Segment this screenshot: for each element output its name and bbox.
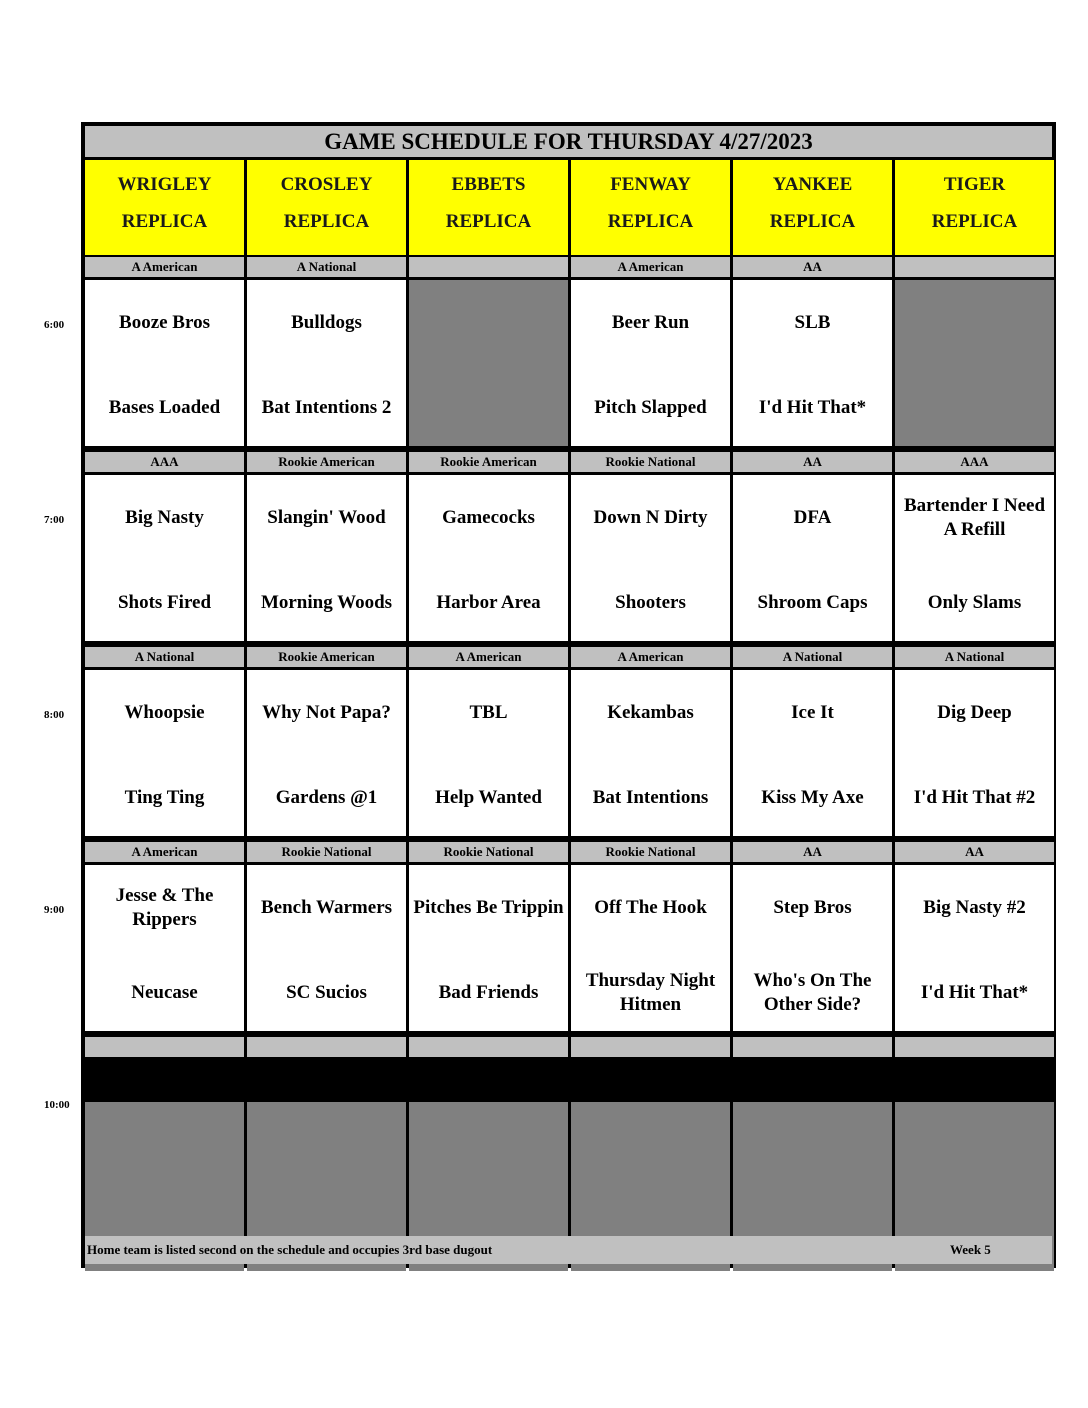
home-team: Bases Loaded — [108, 397, 221, 418]
game-cell — [733, 475, 892, 641]
game-cell — [247, 865, 406, 1031]
time-label-7: 7:00 — [44, 514, 65, 526]
division-label: A National — [247, 257, 406, 277]
empty-slot — [895, 280, 1054, 446]
field-name: TIGER — [943, 174, 1006, 195]
division-label — [733, 1037, 892, 1057]
game-cell — [571, 475, 730, 641]
division-label — [571, 1037, 730, 1057]
away-team: Kekambas — [607, 702, 694, 723]
division-label — [895, 257, 1054, 277]
division-label: Rookie American — [409, 452, 568, 472]
time-label-6: 6:00 — [44, 319, 65, 331]
division-label: AAA — [85, 452, 244, 472]
home-team: Bad Friends — [438, 982, 539, 1003]
away-team: SLB — [794, 312, 831, 333]
division-label — [409, 257, 568, 277]
field-name: YANKEE — [772, 174, 853, 195]
game-cell — [895, 475, 1054, 641]
game-cell — [733, 670, 892, 836]
home-team: I'd Hit That* — [758, 397, 867, 418]
home-team: Neucase — [131, 982, 198, 1003]
game-cell — [85, 865, 244, 1031]
home-team: Bat Intentions — [592, 787, 709, 808]
game-cell — [895, 670, 1054, 836]
away-team: Pitches Be Trippin — [413, 897, 564, 918]
time-label-8: 8:00 — [44, 709, 65, 721]
field-header — [733, 160, 892, 255]
field-header — [85, 160, 244, 255]
home-team: I'd Hit That* — [920, 982, 1029, 1003]
division-label: AA — [733, 257, 892, 277]
away-team: Jesse & The Rippers — [115, 885, 214, 930]
away-team: Bench Warmers — [260, 897, 393, 918]
away-team: Down N Dirty — [593, 507, 708, 528]
away-team: Beer Run — [611, 312, 690, 333]
game-cell — [571, 865, 730, 1031]
field-subtitle: REPLICA — [121, 211, 208, 232]
footer-note: Home team is listed second on the schedule and occupies 3rd base dugout — [87, 1242, 493, 1257]
field-subtitle: REPLICA — [445, 211, 532, 232]
field-subtitle: REPLICA — [769, 211, 856, 232]
game-cell — [895, 865, 1054, 1031]
home-team: Shooters — [615, 592, 686, 613]
away-team: Off The Hook — [594, 897, 707, 918]
division-label: Rookie American — [247, 647, 406, 667]
game-cell — [85, 475, 244, 641]
away-team: Dig Deep — [937, 702, 1012, 723]
game-cell — [409, 670, 568, 836]
week-label: Week 5 — [950, 1242, 991, 1257]
division-label: Rookie National — [247, 842, 406, 862]
away-team: Big Nasty #2 — [923, 897, 1026, 918]
schedule-title: GAME SCHEDULE FOR THURSDAY 4/27/2023 — [85, 126, 1052, 157]
division-label: A National — [733, 647, 892, 667]
away-team: Big Nasty — [125, 507, 204, 528]
game-cell — [247, 670, 406, 836]
time-label-9: 9:00 — [44, 904, 65, 916]
division-label: A American — [571, 647, 730, 667]
game-cell — [85, 280, 244, 446]
division-label: AA — [733, 842, 892, 862]
away-team: Ice It — [791, 702, 834, 723]
away-team: Step Bros — [773, 897, 852, 918]
field-header — [571, 160, 730, 255]
division-label: A American — [409, 647, 568, 667]
game-cell — [247, 280, 406, 446]
division-label: AA — [733, 452, 892, 472]
away-team: Why Not Papa? — [262, 702, 391, 723]
home-team: Thursday Night Hitmen — [585, 970, 716, 1015]
field-subtitle: REPLICA — [283, 211, 370, 232]
schedule-grid — [81, 122, 1056, 1268]
field-header — [247, 160, 406, 255]
game-cell — [409, 475, 568, 641]
division-label: Rookie National — [571, 842, 730, 862]
empty-slot — [409, 280, 568, 446]
away-team: Slangin' Wood — [267, 507, 386, 528]
home-team: Shots Fired — [117, 592, 212, 613]
home-team: SC Sucios — [286, 982, 367, 1003]
game-cell — [409, 865, 568, 1031]
division-label: A National — [895, 647, 1054, 667]
home-team: Morning Woods — [260, 592, 393, 613]
field-header — [409, 160, 568, 255]
away-team: Gamecocks — [442, 507, 535, 528]
division-label: A American — [85, 842, 244, 862]
field-subtitle: REPLICA — [607, 211, 694, 232]
home-team: Only Slams — [927, 592, 1022, 613]
field-subtitle: REPLICA — [931, 211, 1018, 232]
division-label: A American — [85, 257, 244, 277]
home-team: Who's On The Other Side? — [753, 970, 872, 1015]
field-name: EBBETS — [451, 174, 526, 195]
division-label — [247, 1037, 406, 1057]
away-team: Bartender I Need A Refill — [903, 495, 1046, 540]
division-label — [409, 1037, 568, 1057]
division-label: Rookie American — [247, 452, 406, 472]
game-cell — [247, 475, 406, 641]
home-team: Kiss My Axe — [761, 787, 864, 808]
field-name: WRIGLEY — [117, 174, 212, 195]
game-cell — [85, 670, 244, 836]
home-team: Help Wanted — [435, 787, 542, 808]
division-label: A National — [85, 647, 244, 667]
home-team: Bat Intentions 2 — [261, 397, 392, 418]
field-header — [895, 160, 1054, 255]
division-label — [895, 1037, 1054, 1057]
time-label-10: 10:00 — [44, 1099, 70, 1111]
division-label: AA — [895, 842, 1054, 862]
schedule-footer — [85, 1236, 1052, 1264]
away-team: Bulldogs — [291, 312, 362, 333]
away-team: TBL — [469, 702, 508, 723]
away-team: Booze Bros — [119, 312, 210, 333]
home-team: Shroom Caps — [757, 592, 868, 613]
away-team: Whoopsie — [124, 702, 205, 723]
home-team: Gardens @1 — [275, 787, 378, 808]
game-cell — [733, 280, 892, 446]
game-cell — [571, 280, 730, 446]
home-team: Harbor Area — [436, 592, 541, 613]
division-label: Rookie National — [409, 842, 568, 862]
division-label: A American — [571, 257, 730, 277]
field-name: CROSLEY — [280, 174, 373, 195]
field-name: FENWAY — [610, 174, 691, 195]
game-cell — [571, 670, 730, 836]
home-team: Pitch Slapped — [594, 397, 707, 418]
division-label — [85, 1037, 244, 1057]
away-team: DFA — [793, 507, 832, 528]
home-team: I'd Hit That #2 — [913, 787, 1036, 808]
game-cell — [733, 865, 892, 1031]
division-label: AAA — [895, 452, 1054, 472]
home-team: Ting Ting — [124, 787, 205, 808]
division-label: Rookie National — [571, 452, 730, 472]
